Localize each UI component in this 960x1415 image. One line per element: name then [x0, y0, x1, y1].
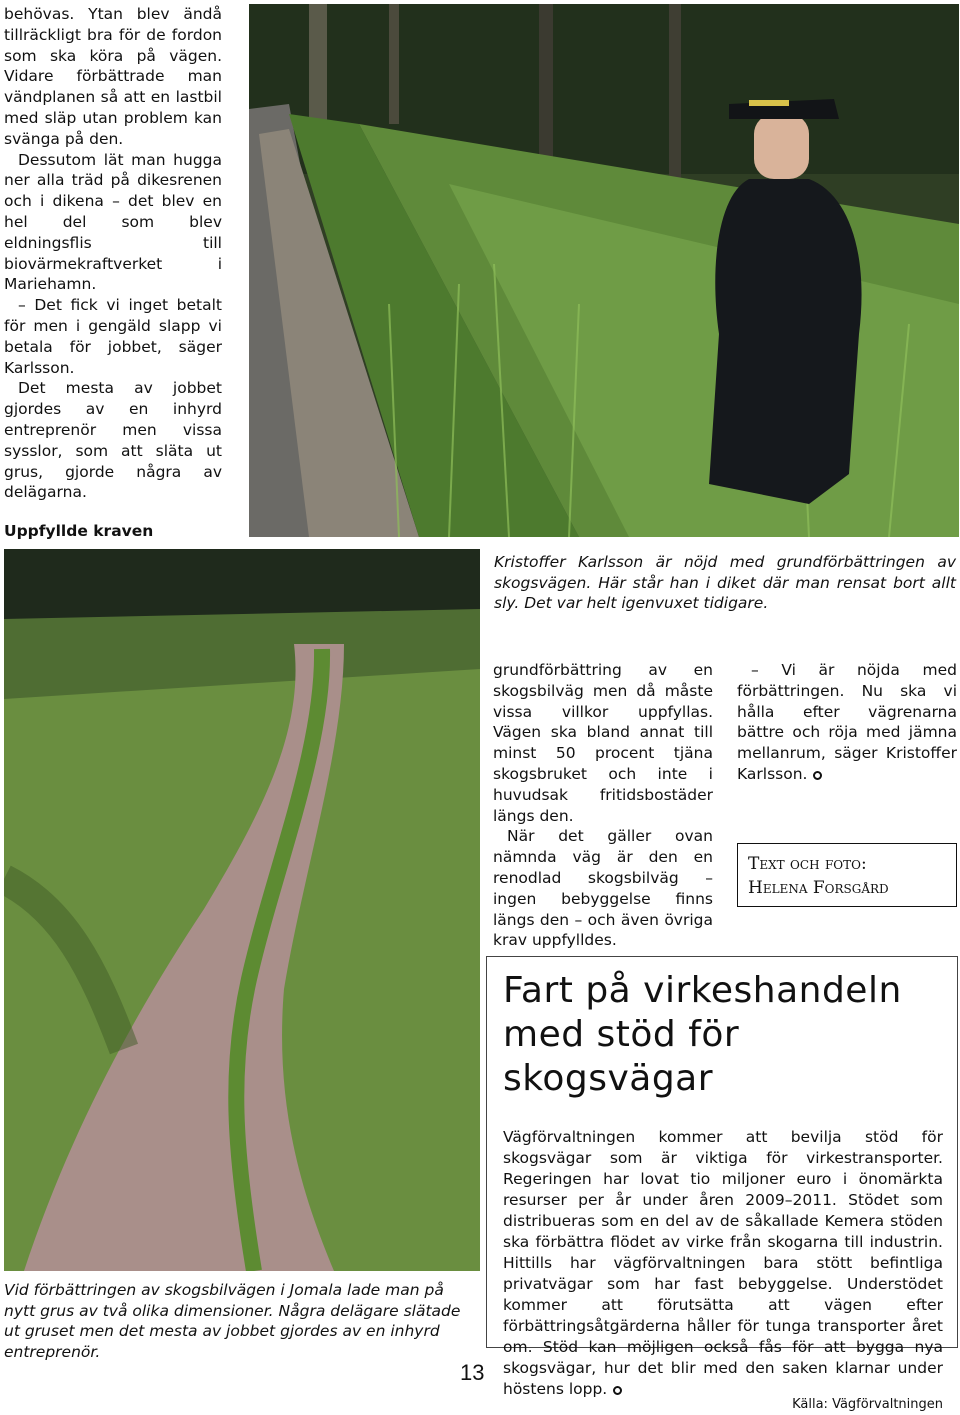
sidebar-source: Källa: Vägförvaltningen: [792, 1397, 943, 1412]
sidebar-box: [486, 956, 958, 1412]
subheading: Uppfyllde kraven: [4, 522, 154, 541]
paragraph: Det mesta av jobbet gjordes av en inhyrd entreprenör men vissa sysslor, som att släta ut grus, gjorde några av delägarna.: [4, 379, 222, 502]
sidebar-body-text: Vägförvaltningen kommer att bevilja stöd för skogsvägar som är viktiga för virkestransporter. Regeringen har lovat tio miljoner euro i önomärkta resurser per år under åren 2009–2011. Stödet som distribueras som en del av de såkallade Kemera stöden ska förbättra flödet av virke från skogarna till industrin. Hittills har vägförvaltningen bara stött befintliga privatvägar som har fast bebyggelse. Understödet kommer att förutsätta att vägen efter förbättringsåtgärderna håller för tunga transporter året om. Stöd kan möjligen också fås för att bygga nya skogsvägar, hur det blir med den saken klarnar under höstens lopp.: [503, 1128, 943, 1398]
byline-author: Helena Forsgård: [748, 878, 889, 898]
paragraph: När det gäller ovan nämnda väg är den en renodlad skogsbilväg – ingen bebyggelse finns längs den – och även övriga krav uppfylldes.: [493, 827, 713, 950]
end-mark-icon: [813, 771, 822, 780]
right-text-column: [737, 660, 957, 785]
paragraph: – Det fick vi inget betalt för men i gengäld slapp vi betala för jobbet, säger Karlsson.: [4, 296, 222, 377]
end-mark-icon: [613, 1386, 622, 1395]
quote-text: – Vi är nöjda med förbättringen. Nu ska vi hålla efter vägrenarna bättre och röja med jämna mellanrum, säger Kristoffer Karlsson.: [737, 661, 957, 783]
sidebar-body: [503, 1127, 943, 1400]
sidebar-title: [503, 969, 943, 1101]
middle-text-column: [493, 660, 713, 951]
paragraph: behövas. Ytan blev ändå tillräckligt bra för de fordon som ska köra på vägen. Vidare förbättrade man vändplanen så att en lastbil med släp utan problem kan svänga på den.: [4, 5, 222, 148]
page-number: 13: [460, 1360, 485, 1385]
left-text-column: [4, 4, 222, 624]
photo-man-image: [249, 4, 959, 537]
paragraph: grundförbättring av en skogsbilväg men då måste vissa villkor uppfyllas. Vägen ska bland annat till minst 50 procent tjäna skogsbruket och inte i huvudsak fritidsbostäder längs den.: [493, 661, 713, 825]
sidebar-title-line2: med stöd för skogsvägar: [503, 1014, 740, 1099]
byline-label: Text och foto:: [748, 854, 867, 874]
photo-caption-bottom: Vid förbättringen av skogsbilvägen i Jomala lade man på nytt grus av två olika dimensioner. Några delägare slätade ut gruset men det mesta av jobbet gjordes av en inhyrd entreprenör.: [4, 1281, 461, 1361]
photo-man-by-ditch: [249, 4, 959, 537]
photo-caption-top: Kristoffer Karlsson är nöjd med grundförbättringen av skogsvägen. Här står han i diket där man rensat bort allt sly. Det var helt igenvuxet tidigare.: [494, 553, 956, 612]
byline-box: [737, 843, 957, 907]
paragraph: Dessutom lät man hugga ner alla träd på dikesrenen och i dikena – det blev en hel del som blev eldningsflis till biovärmekraftverket i Mariehamn.: [4, 150, 222, 294]
quote-paragraph: [737, 660, 957, 785]
sidebar-title-line1: Fart på virkeshandeln: [503, 970, 902, 1011]
photo-road-image: [4, 549, 480, 1271]
photo-gravel-road: [4, 549, 480, 1271]
